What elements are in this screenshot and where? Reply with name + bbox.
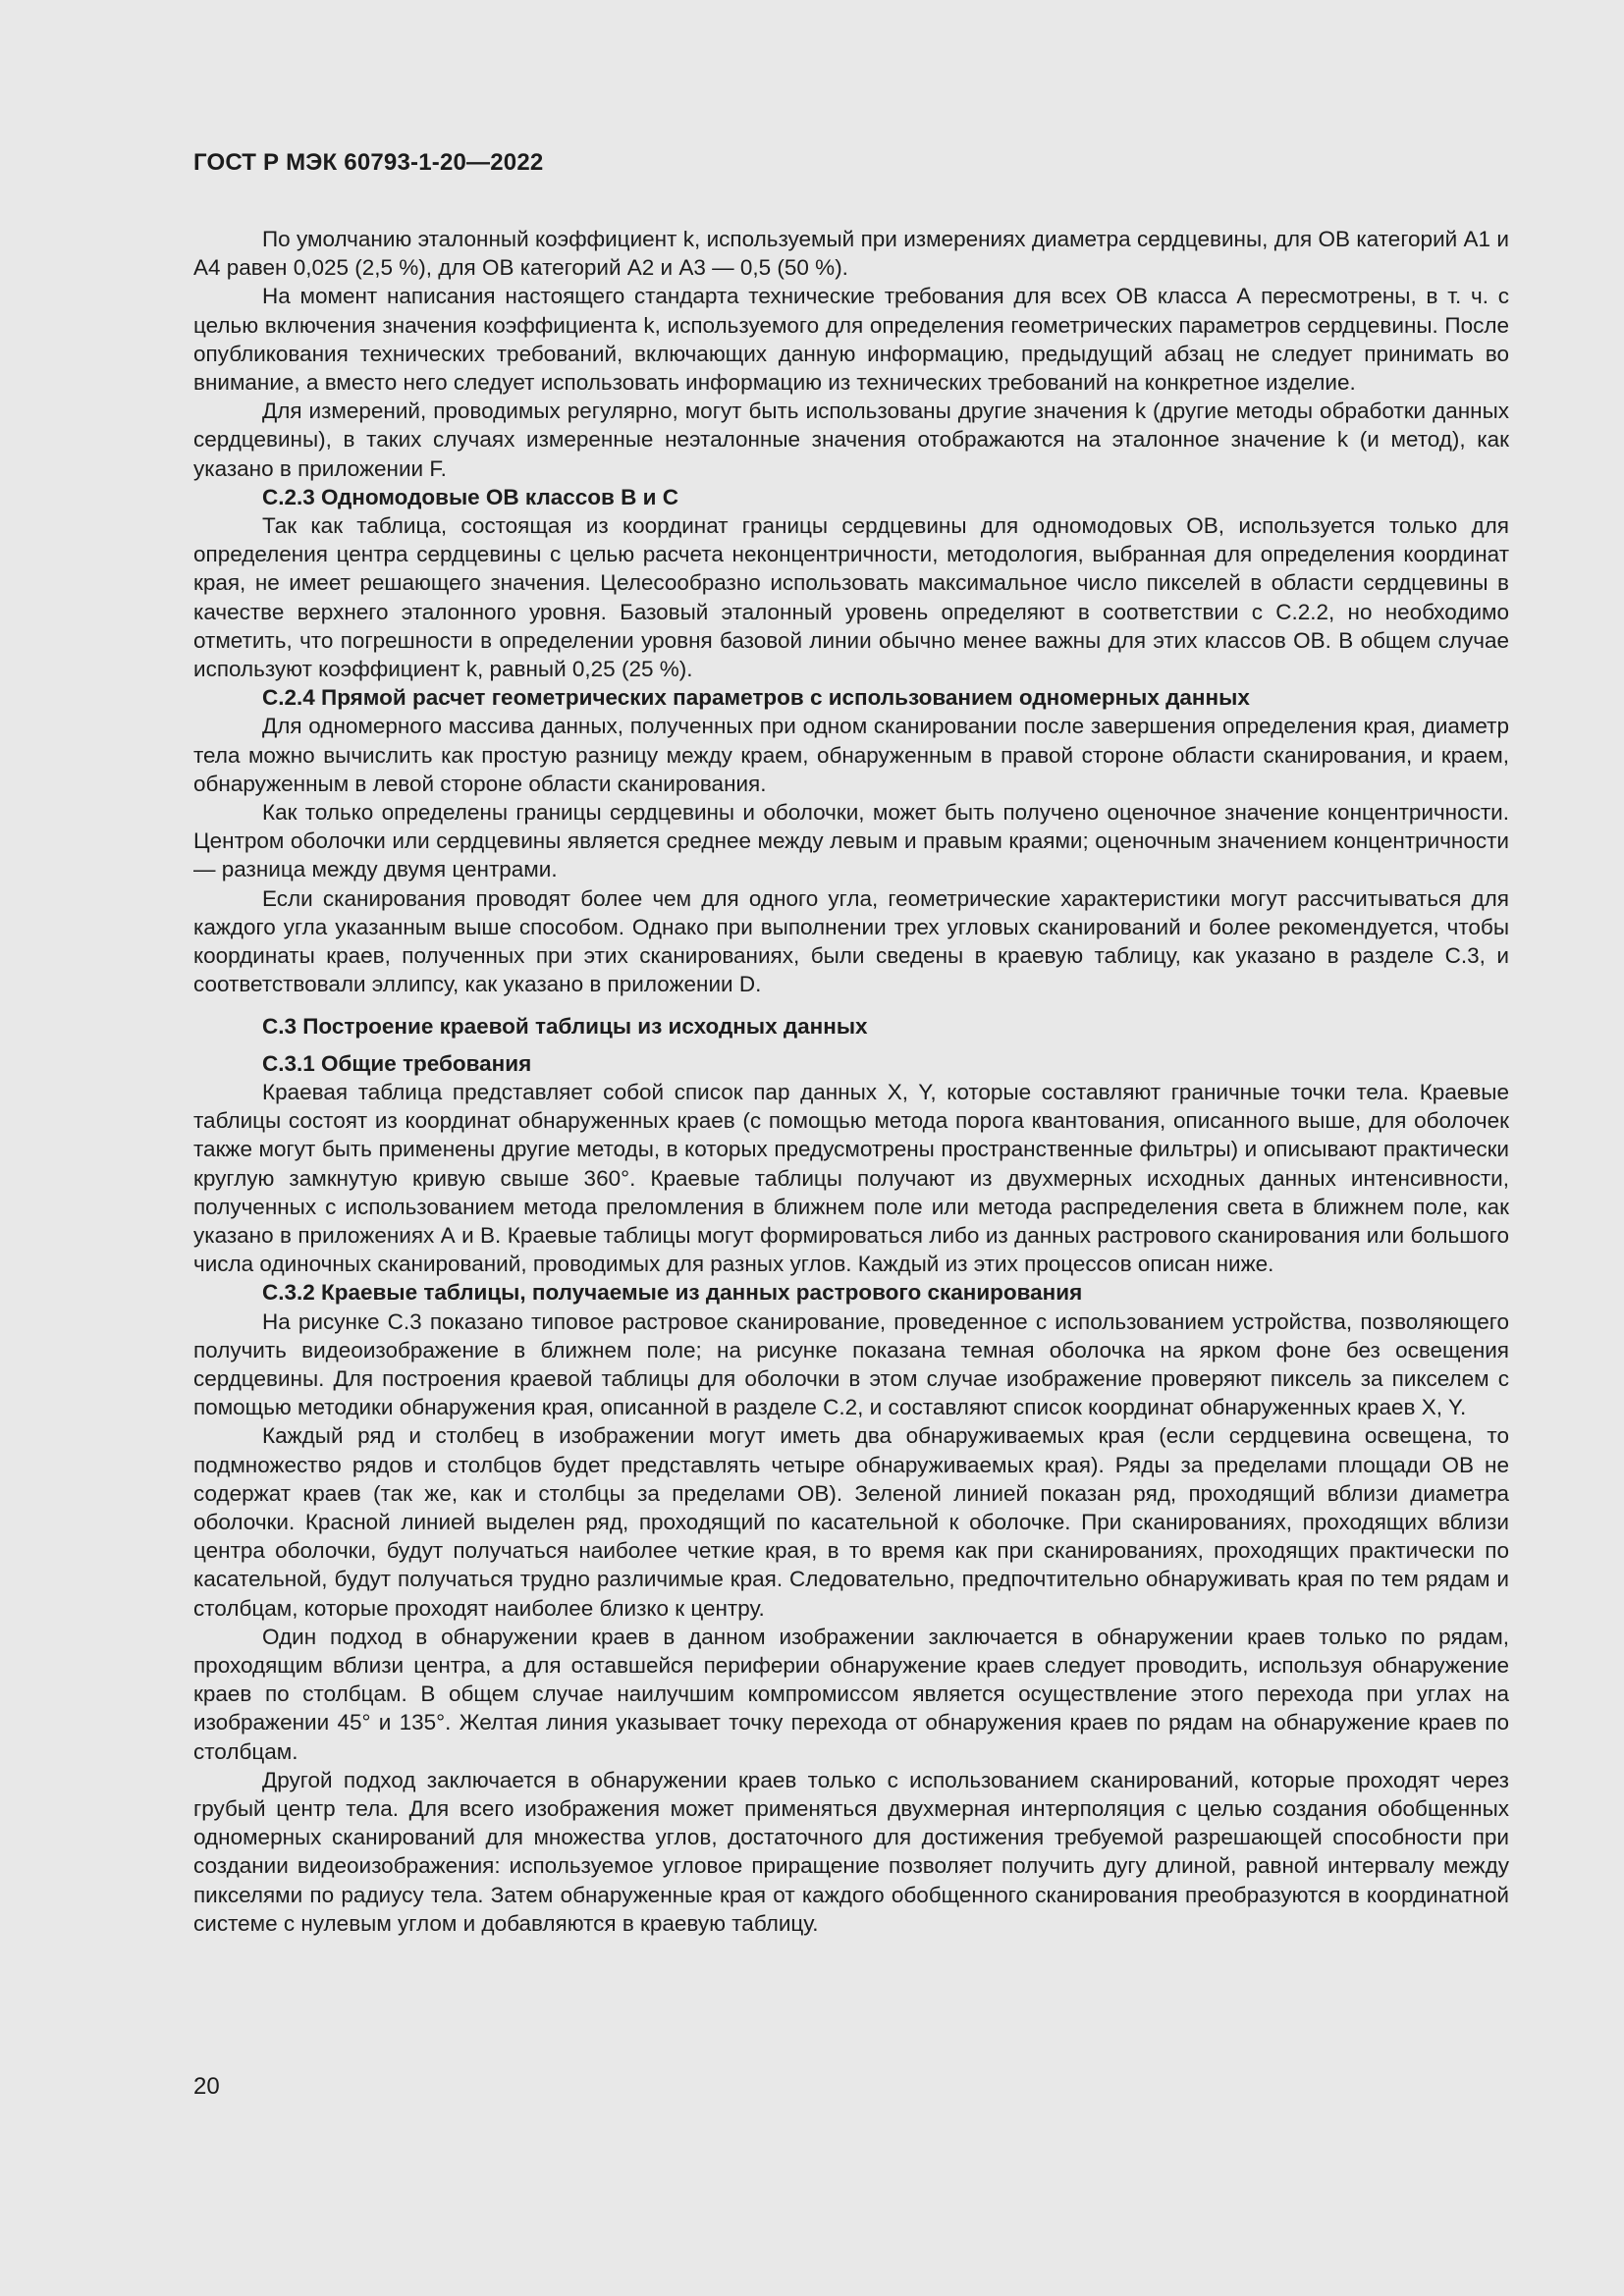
heading-c-2-4: С.2.4 Прямой расчет геометрических параметров с использованием одномерных данных [262, 685, 1250, 711]
heading-c-2-3: С.2.3 Одномодовые ОВ классов В и С [262, 484, 678, 509]
document-body [193, 225, 1509, 1938]
paragraph-rows-columns: Каждый ряд и столбец в изображении могут иметь два обнаруживаемых края (если сердцевина освещена, то подмножество рядов и столбцов будет представлять четыре обнаруживаемых края). Ряды за пределами площади ОВ не содержат краев (так же, как и столбцы за пределами ОВ). Зеленой линией показан ряд, проходящий вблизи диаметра оболочки. Красной линией выделен ряд, проходящий по касательной к оболочке. При сканированиях, проходящих вблизи центра оболочки, будут получаться наиболее четкие края, в то время как при сканированиях, проходящих практически по касательной, будут получаться трудно различимые края. Следовательно, предпочтительно обнаруживать края по тем рядам и столбцам, которые проходят наиболее близко к центру. [193, 1423, 1509, 1621]
paragraph-multiple-angles: Если сканирования проводят более чем для одного угла, геометрические характеристики могут рассчитываться для каждого угла указанным выше способом. Однако при выполнении трех угловых сканирований и более рекомендуется, чтобы координаты краев, полученных при этих сканированиях, были сведены в краевую таблицу, как указано в разделе С.3, и соответствовали эллипсу, как указано в приложении D. [193, 885, 1509, 997]
heading-c-3-1: С.3.1 Общие требования [262, 1050, 532, 1076]
paragraph-concentricity: Как только определены границы сердцевины и оболочки, может быть получено оценочное значение концентричности. Центром оболочки или сердцевины является среднее между левым и правым краями; оценочным значением концентричности — разница между двумя центрами. [193, 800, 1509, 882]
paragraph-reference-coefficient: По умолчанию эталонный коэффициент k, используемый при измерениях диаметра сердцевины, для ОВ категорий А1 и А4 равен 0,025 (2,5 %), для ОВ категорий А2 и А3 — 0,5 (50 %). [193, 227, 1509, 281]
paragraph-class-a-requirements: На момент написания настоящего стандарта технические требования для всех ОВ класса А пересмотрены, в т. ч. с целью включения значения коэффициента k, используемого для определения геометрических параметров сердцевины. После опубликования технических требований, включающих данную информацию, предыдущий абзац не следует принимать во внимание, а вместо него следует использовать информацию из технических требований на конкретное изделие. [193, 284, 1509, 396]
paragraph-raster-scan: На рисунке С.3 показано типовое растровое сканирование, проведенное с использованием устройства, позволяющего получить видеоизображение в ближнем поле; на рисунке показана темная оболочка на ярком фоне без освещения сердцевины. Для построения краевой таблицы для оболочки в этом случае изображение проверяют пиксель за пикселем с помощью методики обнаружения края, описанной в разделе С.2, и составляют список координат обнаруженных краев X, Y. [193, 1308, 1509, 1420]
paragraph-one-dimensional-array: Для одномерного массива данных, полученных при одном сканировании после завершения определения края, диаметр тела можно вычислить как простую разницу между краем, обнаруженным в правой стороне области сканирования, и краем, обнаруженным в левой стороне области сканирования. [193, 714, 1509, 796]
paragraph-second-approach: Другой подход заключается в обнаружении краев только с использованием сканирований, которые проходят через грубый центр тела. Для всего изображения может применяться двухмерная интерполяция с целью создания обобщенных одномерных сканирований для множества углов, достаточного для достижения требуемой разрешающей способности при создании видеоизображения: используемое угловое приращение позволяет получить дугу длиной, равной интервалу между пикселями по радиусу тела. Затем обнаруженные края от каждого обобщенного сканирования преобразуются в координатной системе с нулевым углом и добавляются в краевую таблицу. [193, 1767, 1509, 1936]
document-header: ГОСТ Р МЭК 60793-1-20—2022 [193, 149, 544, 176]
paragraph-edge-table-definition: Краевая таблица представляет собой список пар данных X, Y, которые составляют граничные точки тела. Краевые таблицы состоят из координат обнаруженных краев (с помощью метода порога квантования, описанного выше, для оболочек также могут быть применены другие методы, в которых предусмотрены пространственные фильтры) и описывают практически круглую замкнутую кривую свыше 360°. Краевые таблицы получают из двухмерных исходных данных интенсивности, полученных с использованием метода преломления в ближнем поле или метода распределения света в ближнем поле, как указано в приложениях А и В. Краевые таблицы могут формироваться либо из данных растрового сканирования или большого числа одиночных сканирований, проводимых для разных углов. Каждый из этих процессов описан ниже. [193, 1079, 1509, 1277]
page-number: 20 [193, 2073, 220, 2100]
heading-c-3-2: С.3.2 Краевые таблицы, получаемые из данных растрового сканирования [262, 1280, 1083, 1306]
paragraph-single-mode-fibres: Так как таблица, состоящая из координат границы сердцевины для одномодовых ОВ, используется только для определения центра сердцевины с целью расчета неконцентричности, методология, выбранная для определения координат края, не имеет решающего значения. Целесообразно использовать максимальное число пикселей в области сердцевины в качестве верхнего эталонного уровня. Базовый эталонный уровень определяют в соответствии с С.2.2, но необходимо отметить, что погрешности в определении уровня базовой линии обычно менее важны для этих классов ОВ. В общем случае используют коэффициент k, равный 0,25 (25 %). [193, 513, 1509, 682]
paragraph-regular-measurements: Для измерений, проводимых регулярно, могут быть использованы другие значения k (другие методы обработки данных сердцевины), в таких случаях измеренные неэталонные значения отображаются на эталонное значение k (и метод), как указано в приложении F. [193, 399, 1509, 481]
paragraph-first-approach: Один подход в обнаружении краев в данном изображении заключается в обнаружении краев только по рядам, проходящим вблизи центра, а для оставшейся периферии обнаружение краев следует проводить, используя обнаружение краев по столбцам. В общем случае наилучшим компромиссом является осуществление этого перехода при углах на изображении 45° и 135°. Желтая линия указывает точку перехода от обнаружения краев по рядам на обнаружение краев по столбцам. [193, 1624, 1509, 1764]
heading-c-3: С.3 Построение краевой таблицы из исходных данных [262, 1014, 868, 1040]
